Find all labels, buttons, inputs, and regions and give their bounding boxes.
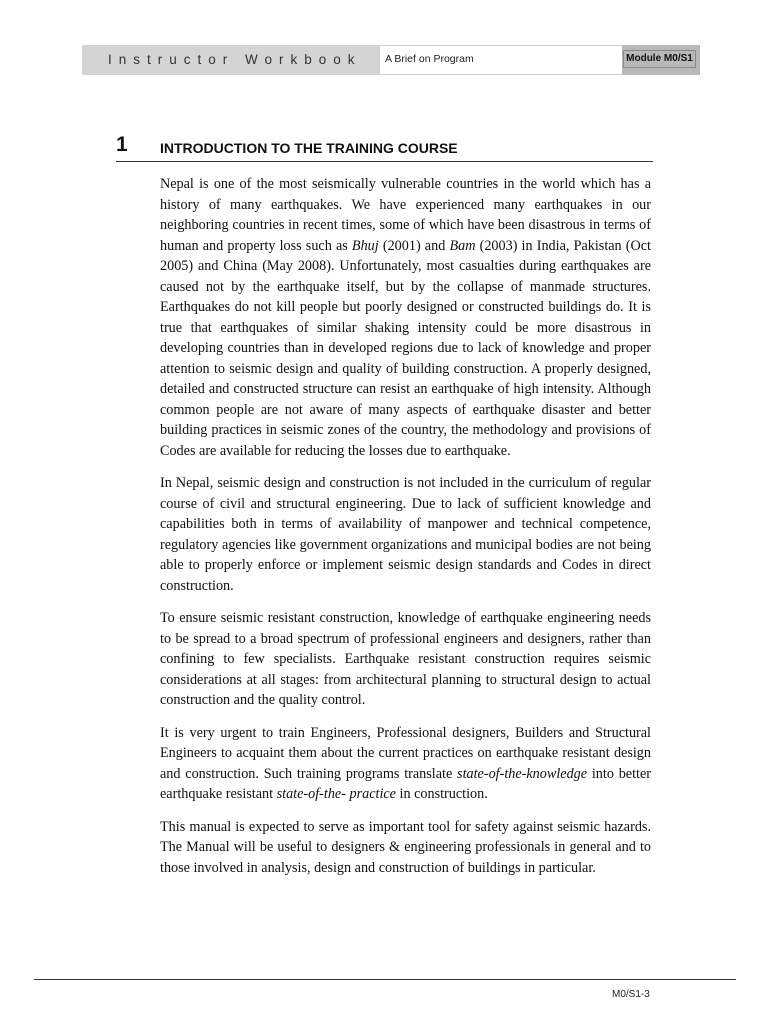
- paragraph-4-italic-knowledge: state-of-the-knowledge: [457, 765, 588, 782]
- paragraph-1: [160, 174, 651, 461]
- header-subtitle: A Brief on Program: [380, 45, 622, 75]
- body-text: [160, 174, 651, 890]
- paragraph-2: In Nepal, seismic design and construction is not included in the curriculum of regular course of civil and structural engineering. Due to lack of sufficient knowledge and capabilities both in terms of availability of manpower and technical competence, regulatory agencies like government organizations and municipal bodies are not being able to properly enforce or implement seismic design standards and Codes in direct construction.: [160, 475, 651, 594]
- section-divider: [116, 161, 653, 162]
- paragraph-4-text-a: It is very urgent to train Engineers, Professional designers, Builders and Structural Engineers to acquaint them about the current practices on earthquake resistant design and construction. Such training programs translate: [160, 724, 651, 782]
- paragraph-1-bhuj: Bhuj: [351, 237, 379, 254]
- paragraph-1-text-c: (2003) in India, Pakistan (Oct 2005) and China (May 2008). Unfortunately, most casualties during earthquakes are caused not by the earthquake itself, but by the collapse of manmade structures. Earthquakes do not kill people but poorly designed or constructed buildings do. It is true that earthquakes of similar shaking intensity could be more disastrous in developing countries than in developed regions due to lack of knowledge and proper attention to seismic design and quality of building construction. A properly designed, detailed and constructed structure can resist an earthquake of high intensity. Although common people are not aware of many aspects of earthquake disaster and better building practices in seismic zones of the country, the methodology and provisions of Codes are available for reducing the losses due to earthquake.: [160, 237, 651, 459]
- page-header: [82, 45, 700, 75]
- paragraph-5: This manual is expected to serve as important tool for safety against seismic hazards. The Manual will be useful to designers & engineering professionals in general and to those involved in analysis, design and construction of buildings in particular.: [160, 818, 651, 876]
- footer-divider: [34, 979, 736, 980]
- paragraph-1-bam: Bam: [449, 237, 476, 254]
- section-title: INTRODUCTION TO THE TRAINING COURSE: [160, 140, 458, 156]
- header-module-label: Module M0/S1: [623, 50, 696, 68]
- header-module-box: [622, 45, 700, 75]
- paragraph-4-text-b: into better earthquake resistant: [160, 765, 652, 802]
- paragraph-4: [160, 723, 651, 805]
- paragraph-4-italic-practice: state-of-the- practice: [276, 786, 396, 802]
- paragraph-1-text-b: (2001) and: [378, 237, 450, 254]
- page-number: M0/S1-3: [612, 989, 650, 1000]
- paragraph-4-text-c: in construction.: [395, 786, 488, 802]
- header-workbook-title: Instructor Workbook: [82, 45, 380, 75]
- paragraph-3: To ensure seismic resistant construction, knowledge of earthquake engineering needs to be spread to a broad spectrum of professional engineers and designers, rather than confining to few specialists. Earthquake resistant construction requires seismic considerations at all stages: from architectural planning to structural design to actual construction and the quality control.: [160, 610, 651, 708]
- paragraph-1-text-a: Nepal is one of the most seismically vulnerable countries in the world which has a history of many earthquakes. We have experienced many earthquakes in our neighboring countries in recent times, some of which have been disastrous in terms of human and property loss such as: [160, 176, 651, 254]
- section-number: 1: [116, 133, 128, 156]
